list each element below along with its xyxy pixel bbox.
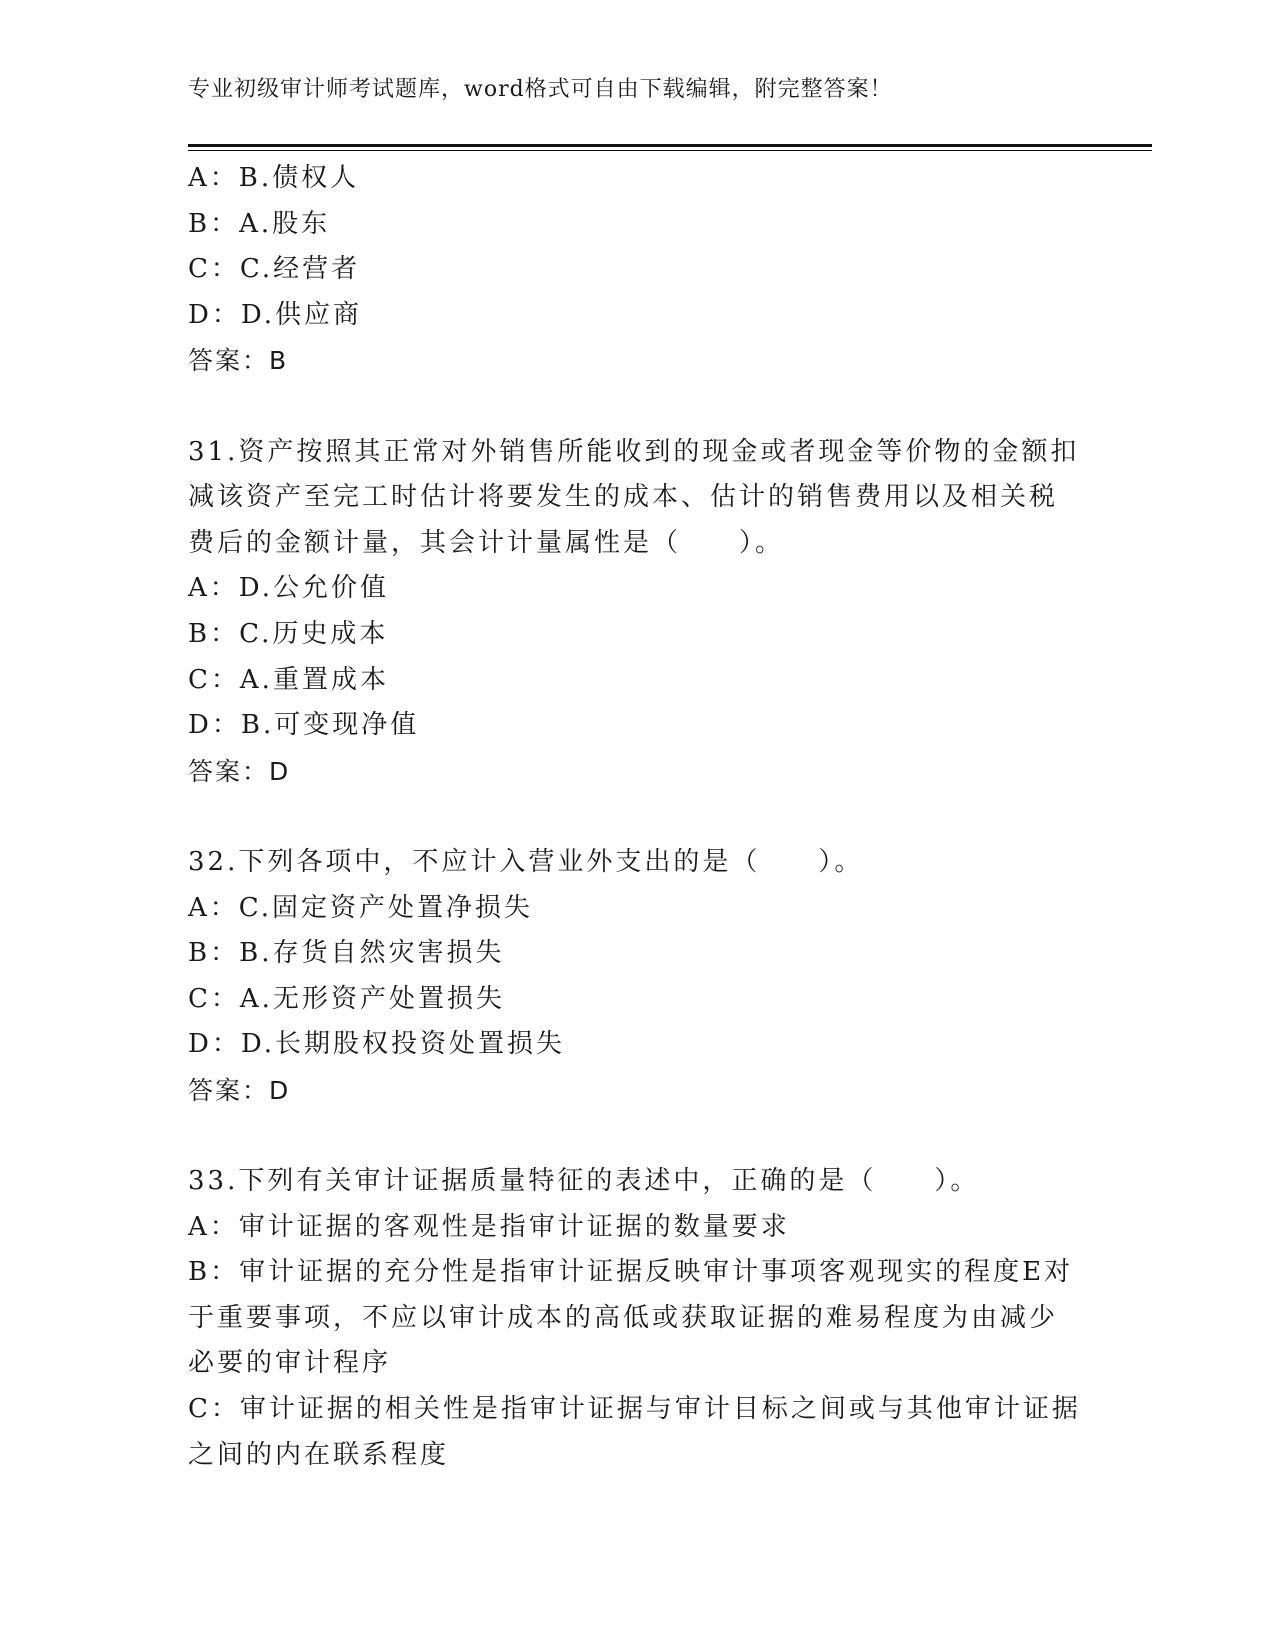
option-c: C：A.无形资产处置损失 [188,983,505,1014]
answer: 答案：D [188,1075,291,1105]
option-d: D：D.长期股权投资处置损失 [188,1029,566,1060]
option-line: B：审计证据的充分性是指审计证据反映审计事项客观现实的程度E对 [188,1257,1074,1288]
question-stem: 32.下列各项中，不应计入营业外支出的是（ ）。 [188,846,864,877]
option-line: 于重要事项，不应以审计成本的高低或获取证据的难易程度为由减少 [188,1302,1059,1333]
option-b: B：C.历史成本 [188,618,389,649]
header-rule-thin [188,150,1152,151]
option-line: 之间的内在联系程度 [188,1439,450,1470]
option-b: B：B.存货自然灾害损失 [188,938,505,969]
option-b: B：A.股东 [188,208,331,239]
option-line: 必要的审计程序 [188,1348,392,1379]
question-stem: 减该资产至完工时估计将要发生的成本、估计的销售费用以及相关税 [188,482,1059,513]
answer: 答案：D [188,756,291,786]
option-d: D：B.可变现净值 [188,710,420,741]
question-31 [188,430,1088,795]
option-line: C：审计证据的相关性是指审计证据与审计目标之间或与其他审计证据 [188,1394,1081,1425]
option-line: A：审计证据的客观性是指审计证据的数量要求 [188,1211,790,1242]
page-header: 专业初级审计师考试题库，word格式可自由下载编辑，附完整答案！ [188,77,893,102]
option-a: A：B.债权人 [188,163,360,193]
question-stem: 33.下列有关审计证据质量特征的表述中，正确的是（ ）。 [188,1166,980,1197]
header-rule-thick [188,144,1152,147]
option-d: D：D.供应商 [188,299,363,330]
question-stem: 费后的金额计量，其会计计量属性是（ ）。 [188,527,785,558]
option-c: C：A.重置成本 [188,664,389,695]
option-a: A：D.公允价值 [188,573,389,604]
option-c: C：C.经营者 [188,254,361,285]
question-stem: 31.资产按照其正常对外销售所能收到的现金或者现金等价物的金额扣 [188,436,1080,467]
question-33 [188,1159,1088,1478]
spacer [188,1113,1088,1159]
prev-question [188,156,1088,384]
spacer [188,794,1088,840]
question-content [188,156,1088,1478]
question-32 [188,840,1088,1114]
answer: 答案：B [188,346,289,376]
option-a: A：C.固定资产处置净损失 [188,892,534,923]
spacer [188,384,1088,430]
